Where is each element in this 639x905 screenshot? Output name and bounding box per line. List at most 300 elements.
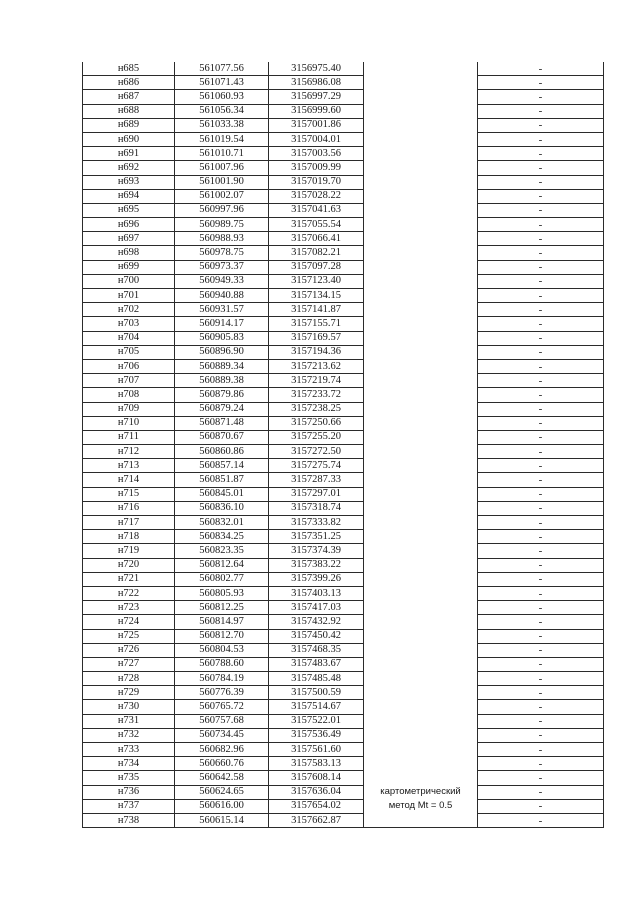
table-row	[83, 459, 604, 473]
y-coordinate-cell: 3157097.28	[269, 260, 364, 274]
table-row	[83, 813, 604, 827]
table-row	[83, 203, 604, 217]
error-cell: -	[478, 374, 604, 388]
table-row	[83, 232, 604, 246]
point-id-cell: н713	[83, 459, 175, 473]
error-cell: -	[478, 516, 604, 530]
y-coordinate-cell: 3157636.04	[269, 785, 364, 799]
method-cell	[364, 473, 478, 487]
error-cell: -	[478, 147, 604, 161]
x-coordinate-cell: 560812.25	[175, 601, 269, 615]
point-id-cell: н719	[83, 544, 175, 558]
y-coordinate-cell: 3157238.25	[269, 402, 364, 416]
error-cell: -	[478, 445, 604, 459]
table-row	[83, 331, 604, 345]
method-cell	[364, 530, 478, 544]
method-cell	[364, 686, 478, 700]
x-coordinate-cell: 561001.90	[175, 175, 269, 189]
method-cell	[364, 615, 478, 629]
x-coordinate-cell: 560973.37	[175, 260, 269, 274]
error-cell: -	[478, 416, 604, 430]
y-coordinate-cell: 3157374.39	[269, 544, 364, 558]
point-id-cell: н714	[83, 473, 175, 487]
method-cell	[364, 203, 478, 217]
error-cell: -	[478, 218, 604, 232]
point-id-cell: н731	[83, 714, 175, 728]
method-cell	[364, 714, 478, 728]
error-cell: -	[478, 161, 604, 175]
table-row	[83, 473, 604, 487]
coordinates-table-body	[83, 62, 604, 828]
x-coordinate-cell: 560889.38	[175, 374, 269, 388]
x-coordinate-cell: 560931.57	[175, 303, 269, 317]
y-coordinate-cell: 3157194.36	[269, 345, 364, 359]
y-coordinate-cell: 3157608.14	[269, 771, 364, 785]
method-cell	[364, 459, 478, 473]
method-cell	[364, 672, 478, 686]
point-id-cell: н700	[83, 274, 175, 288]
x-coordinate-cell: 560802.77	[175, 572, 269, 586]
y-coordinate-cell: 3157450.42	[269, 629, 364, 643]
error-cell: -	[478, 487, 604, 501]
error-cell: -	[478, 303, 604, 317]
error-cell: -	[478, 331, 604, 345]
method-cell	[364, 558, 478, 572]
method-cell	[364, 402, 478, 416]
error-cell: -	[478, 62, 604, 76]
method-cell	[364, 90, 478, 104]
error-cell: -	[478, 785, 604, 799]
error-cell: -	[478, 743, 604, 757]
error-cell: -	[478, 558, 604, 572]
table-row	[83, 374, 604, 388]
point-id-cell: н707	[83, 374, 175, 388]
point-id-cell: н729	[83, 686, 175, 700]
table-row	[83, 430, 604, 444]
method-cell	[364, 657, 478, 671]
table-row	[83, 785, 604, 799]
method-cell	[364, 445, 478, 459]
x-coordinate-cell: 561019.54	[175, 132, 269, 146]
method-cell	[364, 629, 478, 643]
error-cell: -	[478, 118, 604, 132]
method-cell	[364, 118, 478, 132]
point-id-cell: н736	[83, 785, 175, 799]
x-coordinate-cell: 560978.75	[175, 246, 269, 260]
table-row	[83, 246, 604, 260]
y-coordinate-cell: 3157275.74	[269, 459, 364, 473]
table-row	[83, 487, 604, 501]
error-cell: -	[478, 232, 604, 246]
y-coordinate-cell: 3157009.99	[269, 161, 364, 175]
point-id-cell: н733	[83, 743, 175, 757]
x-coordinate-cell: 560812.64	[175, 558, 269, 572]
method-cell	[364, 501, 478, 515]
error-cell: -	[478, 459, 604, 473]
error-cell: -	[478, 757, 604, 771]
x-coordinate-cell: 560989.75	[175, 218, 269, 232]
method-cell	[364, 757, 478, 771]
table-row	[83, 586, 604, 600]
error-cell: -	[478, 473, 604, 487]
method-cell	[364, 799, 478, 813]
y-coordinate-cell: 3157233.72	[269, 388, 364, 402]
point-id-cell: н692	[83, 161, 175, 175]
table-row	[83, 714, 604, 728]
method-cell	[364, 161, 478, 175]
table-row	[83, 161, 604, 175]
point-id-cell: н724	[83, 615, 175, 629]
table-row	[83, 530, 604, 544]
error-cell: -	[478, 601, 604, 615]
x-coordinate-cell: 560832.01	[175, 516, 269, 530]
y-coordinate-cell: 3157485.48	[269, 672, 364, 686]
method-cell	[364, 232, 478, 246]
point-id-cell: н706	[83, 359, 175, 373]
y-coordinate-cell: 3157134.15	[269, 289, 364, 303]
error-cell: -	[478, 813, 604, 827]
x-coordinate-cell: 560879.86	[175, 388, 269, 402]
error-cell: -	[478, 728, 604, 742]
point-id-cell: н717	[83, 516, 175, 530]
point-id-cell: н712	[83, 445, 175, 459]
y-coordinate-cell: 3157169.57	[269, 331, 364, 345]
error-cell: -	[478, 629, 604, 643]
y-coordinate-cell: 3157055.54	[269, 218, 364, 232]
point-id-cell: н691	[83, 147, 175, 161]
method-cell	[364, 359, 478, 373]
point-id-cell: н701	[83, 289, 175, 303]
y-coordinate-cell: 3157041.63	[269, 203, 364, 217]
point-id-cell: н685	[83, 62, 175, 76]
x-coordinate-cell: 560870.67	[175, 430, 269, 444]
method-label-line2: метод Mt = 0.5	[388, 800, 453, 812]
y-coordinate-cell: 3157403.13	[269, 586, 364, 600]
y-coordinate-cell: 3157272.50	[269, 445, 364, 459]
point-id-cell: н727	[83, 657, 175, 671]
point-id-cell: н686	[83, 76, 175, 90]
error-cell: -	[478, 345, 604, 359]
point-id-cell: н716	[83, 501, 175, 515]
error-cell: -	[478, 76, 604, 90]
y-coordinate-cell: 3157662.87	[269, 813, 364, 827]
x-coordinate-cell: 560823.35	[175, 544, 269, 558]
point-id-cell: н718	[83, 530, 175, 544]
table-row	[83, 657, 604, 671]
x-coordinate-cell: 561056.34	[175, 104, 269, 118]
point-id-cell: н695	[83, 203, 175, 217]
table-row	[83, 601, 604, 615]
point-id-cell: н697	[83, 232, 175, 246]
y-coordinate-cell: 3157536.49	[269, 728, 364, 742]
table-row	[83, 771, 604, 785]
method-cell	[364, 601, 478, 615]
x-coordinate-cell: 560988.93	[175, 232, 269, 246]
point-id-cell: н730	[83, 700, 175, 714]
point-id-cell: н722	[83, 586, 175, 600]
table-row	[83, 388, 604, 402]
error-cell: -	[478, 317, 604, 331]
error-cell: -	[478, 175, 604, 189]
x-coordinate-cell: 560804.53	[175, 643, 269, 657]
error-cell: -	[478, 402, 604, 416]
x-coordinate-cell: 560757.68	[175, 714, 269, 728]
x-coordinate-cell: 560896.90	[175, 345, 269, 359]
y-coordinate-cell: 3157001.86	[269, 118, 364, 132]
y-coordinate-cell: 3157004.01	[269, 132, 364, 146]
error-cell: -	[478, 274, 604, 288]
method-cell	[364, 104, 478, 118]
error-cell: -	[478, 672, 604, 686]
y-coordinate-cell: 3157003.56	[269, 147, 364, 161]
table-row	[83, 445, 604, 459]
y-coordinate-cell: 3157654.02	[269, 799, 364, 813]
point-id-cell: н711	[83, 430, 175, 444]
table-row	[83, 700, 604, 714]
x-coordinate-cell: 560845.01	[175, 487, 269, 501]
x-coordinate-cell: 560940.88	[175, 289, 269, 303]
error-cell: -	[478, 799, 604, 813]
method-cell	[364, 586, 478, 600]
point-id-cell: н687	[83, 90, 175, 104]
x-coordinate-cell: 561007.96	[175, 161, 269, 175]
y-coordinate-cell: 3157255.20	[269, 430, 364, 444]
point-id-cell: н723	[83, 601, 175, 615]
x-coordinate-cell: 560805.93	[175, 586, 269, 600]
method-cell	[364, 572, 478, 586]
table-row	[83, 672, 604, 686]
y-coordinate-cell: 3157123.40	[269, 274, 364, 288]
method-cell	[364, 785, 478, 799]
point-id-cell: н726	[83, 643, 175, 657]
method-cell	[364, 62, 478, 76]
error-cell: -	[478, 189, 604, 203]
table-row	[83, 189, 604, 203]
table-row	[83, 728, 604, 742]
y-coordinate-cell: 3157514.67	[269, 700, 364, 714]
table-row	[83, 572, 604, 586]
point-id-cell: н696	[83, 218, 175, 232]
error-cell: -	[478, 530, 604, 544]
table-row	[83, 317, 604, 331]
point-id-cell: н737	[83, 799, 175, 813]
table-row	[83, 274, 604, 288]
error-cell: -	[478, 501, 604, 515]
point-id-cell: н715	[83, 487, 175, 501]
x-coordinate-cell: 560776.39	[175, 686, 269, 700]
coordinates-sheet	[82, 62, 603, 828]
x-coordinate-cell: 560836.10	[175, 501, 269, 515]
x-coordinate-cell: 560765.72	[175, 700, 269, 714]
y-coordinate-cell: 3157583.13	[269, 757, 364, 771]
point-id-cell: н704	[83, 331, 175, 345]
method-cell	[364, 771, 478, 785]
error-cell: -	[478, 544, 604, 558]
method-cell	[364, 260, 478, 274]
method-cell	[364, 175, 478, 189]
point-id-cell: н735	[83, 771, 175, 785]
x-coordinate-cell: 560812.70	[175, 629, 269, 643]
x-coordinate-cell: 560624.65	[175, 785, 269, 799]
x-coordinate-cell: 560997.96	[175, 203, 269, 217]
error-cell: -	[478, 289, 604, 303]
error-cell: -	[478, 246, 604, 260]
x-coordinate-cell: 560814.97	[175, 615, 269, 629]
point-id-cell: н702	[83, 303, 175, 317]
y-coordinate-cell: 3157351.25	[269, 530, 364, 544]
method-label-line1: картометрический	[380, 786, 461, 798]
method-cell	[364, 76, 478, 90]
table-row	[83, 686, 604, 700]
x-coordinate-cell: 560660.76	[175, 757, 269, 771]
method-cell	[364, 303, 478, 317]
y-coordinate-cell: 3157333.82	[269, 516, 364, 530]
x-coordinate-cell: 560642.58	[175, 771, 269, 785]
y-coordinate-cell: 3157399.26	[269, 572, 364, 586]
method-cell	[364, 813, 478, 827]
x-coordinate-cell: 560857.14	[175, 459, 269, 473]
error-cell: -	[478, 90, 604, 104]
error-cell: -	[478, 104, 604, 118]
y-coordinate-cell: 3157213.62	[269, 359, 364, 373]
table-row	[83, 303, 604, 317]
table-row	[83, 416, 604, 430]
point-id-cell: н734	[83, 757, 175, 771]
x-coordinate-cell: 560616.00	[175, 799, 269, 813]
method-cell	[364, 544, 478, 558]
y-coordinate-cell: 3157155.71	[269, 317, 364, 331]
y-coordinate-cell: 3156975.40	[269, 62, 364, 76]
table-row	[83, 629, 604, 643]
point-id-cell: н705	[83, 345, 175, 359]
method-cell	[364, 274, 478, 288]
table-row	[83, 104, 604, 118]
table-row	[83, 260, 604, 274]
table-row	[83, 175, 604, 189]
table-row	[83, 558, 604, 572]
x-coordinate-cell: 561071.43	[175, 76, 269, 90]
table-row	[83, 132, 604, 146]
point-id-cell: н688	[83, 104, 175, 118]
error-cell: -	[478, 388, 604, 402]
error-cell: -	[478, 643, 604, 657]
error-cell: -	[478, 260, 604, 274]
method-cell	[364, 374, 478, 388]
x-coordinate-cell: 560905.83	[175, 331, 269, 345]
error-cell: -	[478, 686, 604, 700]
y-coordinate-cell: 3157561.60	[269, 743, 364, 757]
x-coordinate-cell: 560734.45	[175, 728, 269, 742]
y-coordinate-cell: 3157287.33	[269, 473, 364, 487]
method-cell	[364, 430, 478, 444]
table-row	[83, 757, 604, 771]
x-coordinate-cell: 561002.07	[175, 189, 269, 203]
point-id-cell: н738	[83, 813, 175, 827]
point-id-cell: н690	[83, 132, 175, 146]
x-coordinate-cell: 560889.34	[175, 359, 269, 373]
table-row	[83, 516, 604, 530]
table-row	[83, 743, 604, 757]
x-coordinate-cell: 560788.60	[175, 657, 269, 671]
table-row	[83, 544, 604, 558]
point-id-cell: н721	[83, 572, 175, 586]
table-row	[83, 345, 604, 359]
point-id-cell: н728	[83, 672, 175, 686]
table-row	[83, 501, 604, 515]
error-cell: -	[478, 572, 604, 586]
point-id-cell: н689	[83, 118, 175, 132]
table-row	[83, 218, 604, 232]
x-coordinate-cell: 561060.93	[175, 90, 269, 104]
y-coordinate-cell: 3157468.35	[269, 643, 364, 657]
method-cell	[364, 345, 478, 359]
method-cell	[364, 218, 478, 232]
y-coordinate-cell: 3157082.21	[269, 246, 364, 260]
x-coordinate-cell: 560834.25	[175, 530, 269, 544]
method-cell	[364, 487, 478, 501]
method-cell	[364, 416, 478, 430]
y-coordinate-cell: 3157250.66	[269, 416, 364, 430]
point-id-cell: н703	[83, 317, 175, 331]
y-coordinate-cell: 3157028.22	[269, 189, 364, 203]
x-coordinate-cell: 560879.24	[175, 402, 269, 416]
error-cell: -	[478, 700, 604, 714]
method-cell	[364, 700, 478, 714]
method-cell	[364, 246, 478, 260]
error-cell: -	[478, 714, 604, 728]
y-coordinate-cell: 3156997.29	[269, 90, 364, 104]
method-cell	[364, 643, 478, 657]
table-row	[83, 799, 604, 813]
method-cell	[364, 289, 478, 303]
y-coordinate-cell: 3156999.60	[269, 104, 364, 118]
method-cell	[364, 189, 478, 203]
table-row	[83, 90, 604, 104]
error-cell: -	[478, 586, 604, 600]
error-cell: -	[478, 359, 604, 373]
method-cell	[364, 388, 478, 402]
error-cell: -	[478, 430, 604, 444]
point-id-cell: н708	[83, 388, 175, 402]
x-coordinate-cell: 560860.86	[175, 445, 269, 459]
point-id-cell: н720	[83, 558, 175, 572]
y-coordinate-cell: 3157417.03	[269, 601, 364, 615]
table-row	[83, 76, 604, 90]
error-cell: -	[478, 657, 604, 671]
point-id-cell: н709	[83, 402, 175, 416]
table-row	[83, 62, 604, 76]
table-row	[83, 147, 604, 161]
x-coordinate-cell: 561033.38	[175, 118, 269, 132]
point-id-cell: н699	[83, 260, 175, 274]
y-coordinate-cell: 3157432.92	[269, 615, 364, 629]
y-coordinate-cell: 3157522.01	[269, 714, 364, 728]
table-row	[83, 615, 604, 629]
x-coordinate-cell: 560949.33	[175, 274, 269, 288]
method-cell	[364, 317, 478, 331]
x-coordinate-cell: 561010.71	[175, 147, 269, 161]
y-coordinate-cell: 3157219.74	[269, 374, 364, 388]
method-cell	[364, 743, 478, 757]
method-cell	[364, 516, 478, 530]
table-row	[83, 643, 604, 657]
method-cell	[364, 147, 478, 161]
method-cell	[364, 132, 478, 146]
coordinates-table	[82, 62, 604, 828]
table-row	[83, 289, 604, 303]
point-id-cell: н693	[83, 175, 175, 189]
table-row	[83, 402, 604, 416]
